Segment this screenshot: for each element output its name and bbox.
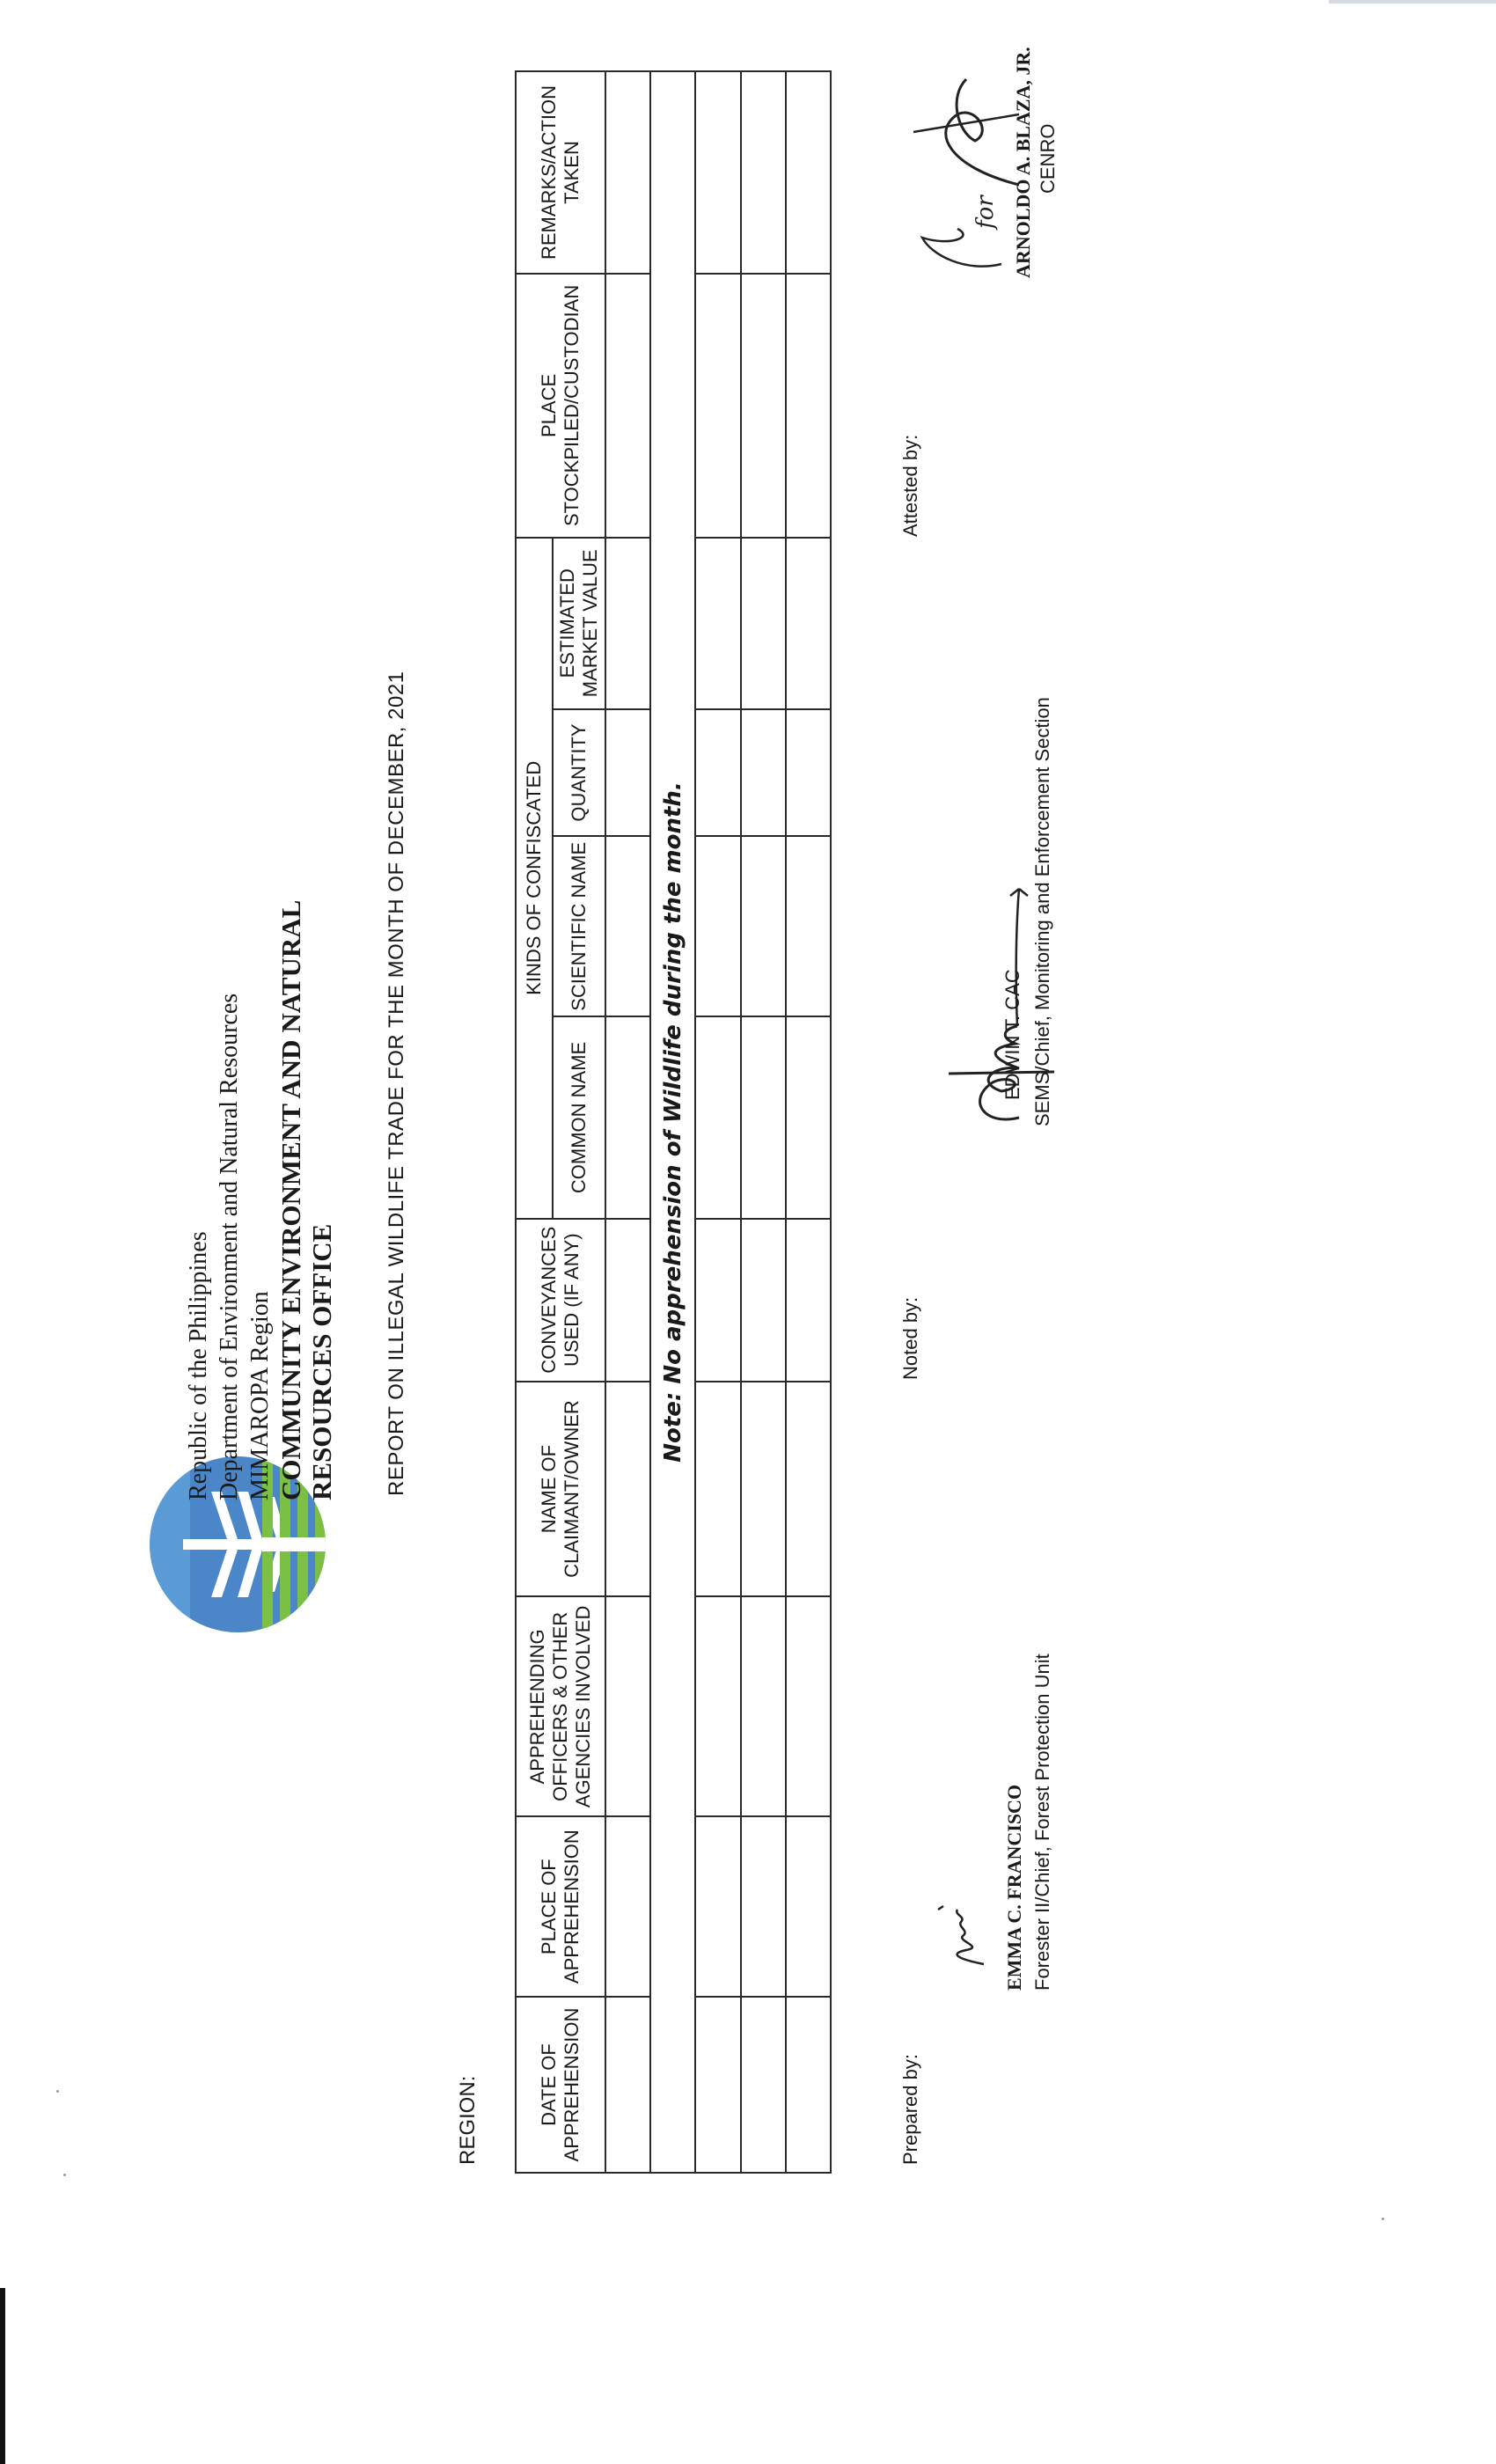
prepared-by-name: EMMA C. FRANCISCO (1003, 1784, 1025, 1991)
noted-by-name: EDWIN T. CAC (1001, 969, 1023, 1100)
header-estimated-market-value: ESTIMATED MARKET VALUE (553, 538, 605, 709)
table-row (786, 71, 831, 2173)
no-apprehension-note: Note: No apprehension of Wildlife during the month. (650, 71, 695, 2173)
report-title: REPORT ON ILLEGAL WILDLIFE TRADE FOR THE MONTH OF DECEMBER, 2021 (385, 671, 408, 1496)
header-place-of-apprehension: PLACE OF APPREHENSION (516, 1816, 605, 1997)
office-header (183, 444, 337, 1500)
table-row (741, 71, 786, 2173)
prepared-by-title: Forester II/Chief, Forest Protection Unit (1031, 1654, 1053, 1991)
header-date-of-apprehension: DATE OF APPREHENSION (516, 1997, 605, 2173)
header-remarks: REMARKS/ACTION TAKEN (516, 71, 605, 274)
header-scientific-name: SCIENTIFIC NAME (553, 836, 605, 1016)
header-department: Department of Environment and Natural Resources (216, 993, 243, 1500)
header-common-name: COMMON NAME (553, 1016, 605, 1219)
region-label: REGION: (456, 2075, 480, 2165)
prepared-by-label: Prepared by: (899, 2054, 921, 2165)
header-apprehending-officers: APPREHENDING OFFICERS & OTHER AGENCIES INVOLVED (516, 1596, 605, 1816)
table-row (650, 71, 695, 2173)
attested-for-prefix: for (972, 195, 999, 229)
noted-by-title: SEMS/Chief, Monitoring and Enforcement Section (1031, 697, 1053, 1126)
attested-by-label: Attested by: (899, 434, 921, 537)
prepared-signature (931, 1892, 1001, 1971)
header-conveyances: CONVEYANCES USED (IF ANY) (516, 1219, 605, 1382)
table-row (605, 71, 650, 2173)
header-republic: Republic of the Philippines (185, 1231, 212, 1500)
header-place-stockpiled: PLACE STOCKPILED/CUSTODIAN (516, 274, 605, 538)
attested-by-name: ARNOLDO A. BLAZA, JR. (1012, 47, 1034, 278)
header-region: MIMAROPA Region (246, 1291, 274, 1500)
header-claimant-owner: NAME OF CLAIMANT/OWNER (516, 1382, 605, 1597)
header-office-name: COMMUNITY ENVIRONMENT AND NATURAL RESOURCES OFFICE (275, 901, 337, 1500)
wildlife-trade-table (515, 70, 832, 2174)
header-quantity: QUANTITY (553, 709, 605, 837)
attested-signature (896, 62, 1028, 290)
table-row (695, 71, 740, 2173)
noted-by-label: Noted by: (899, 1296, 921, 1380)
header-kinds-of-confiscated: KINDS OF CONFISCATED (516, 538, 553, 1219)
attested-by-title: CENRO (1037, 123, 1059, 194)
